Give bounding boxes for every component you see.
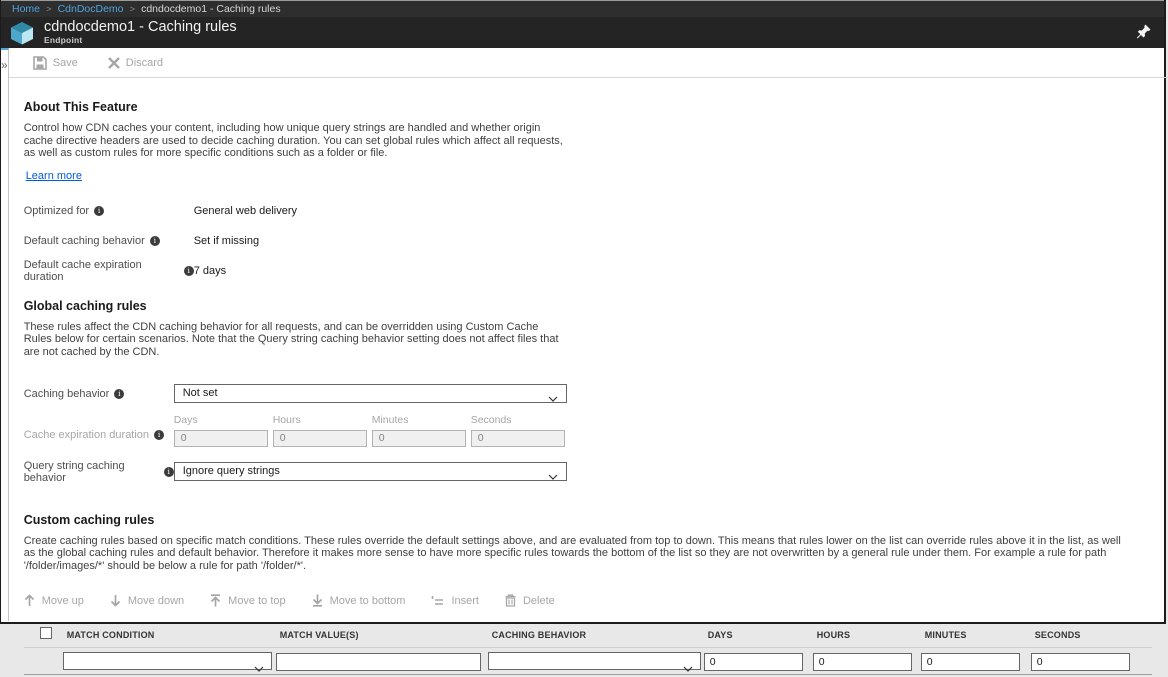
- command-bar: [9, 48, 1168, 78]
- default-cache-expiration-value: 7 days: [193, 264, 227, 277]
- default-cache-expiration-label: Default cache expiration duration: [23, 258, 142, 283]
- info-icon[interactable]: [184, 266, 194, 276]
- arrow-to-top-icon: [210, 594, 221, 607]
- about-description: Control how CDN caches your content, including how unique query strings are handled and whether origin cache directive headers are used to decide caching duration. You can set global rules which affect all requests, as well as custom rules for more specific conditions such as a folder or file.: [23, 122, 563, 159]
- save-icon: [33, 56, 47, 70]
- cache-expiration-duration-group: [174, 415, 570, 447]
- row-seconds-input[interactable]: [1031, 653, 1130, 671]
- cache-expiration-label: Cache expiration duration: [23, 429, 150, 441]
- col-header-match-condition: MATCH CONDITION: [66, 630, 155, 640]
- col-header-caching-behavior: CACHING BEHAVIOR: [491, 630, 587, 640]
- move-down-label: Move down: [127, 594, 185, 607]
- caching-behavior-selected-value: Not set: [182, 387, 218, 399]
- col-header-seconds: SECONDS: [1034, 630, 1081, 640]
- discard-label: Discard: [125, 56, 164, 69]
- pin-icon[interactable]: [1136, 23, 1152, 44]
- default-cache-expiration-row: [23, 258, 1152, 283]
- hours-field-group: [273, 415, 367, 447]
- info-icon[interactable]: [164, 467, 174, 477]
- query-string-label: Query string caching behavior: [23, 459, 125, 484]
- page-subtitle: Endpoint: [44, 35, 83, 45]
- delete-label: Delete: [522, 594, 555, 607]
- col-header-hours: HOURS: [816, 630, 851, 640]
- days-input: [174, 430, 268, 447]
- default-caching-behavior-value: Set if missing: [193, 234, 260, 247]
- cache-expiration-label-group: [24, 429, 174, 441]
- optimized-for-row: [24, 205, 1152, 217]
- breadcrumb: [1, 0, 1164, 17]
- seconds-label: Seconds: [470, 414, 512, 426]
- caching-behavior-label-group: [24, 388, 174, 400]
- collapsed-menu-strip: [1, 48, 9, 621]
- page-title: cdndocdemo1 - Caching rules: [44, 19, 237, 35]
- discard-x-icon: [108, 57, 120, 69]
- default-caching-behavior-label: Default caching behavior: [23, 234, 145, 247]
- info-icon[interactable]: [114, 389, 124, 399]
- col-header-match-values: MATCH VALUE(S): [279, 630, 359, 640]
- insert-label: Insert: [451, 594, 479, 607]
- optimized-for-label: Optimized for: [23, 204, 90, 217]
- query-string-selected-value: Ignore query strings: [182, 465, 280, 477]
- optimized-for-label-group: [24, 205, 194, 217]
- custom-rules-heading: Custom caching rules: [23, 512, 155, 527]
- row-match-values-input[interactable]: [276, 653, 481, 671]
- default-caching-behavior-label-group: [24, 235, 194, 247]
- breadcrumb-home-link[interactable]: Home: [12, 3, 41, 15]
- global-rules-heading: Global caching rules: [23, 298, 147, 313]
- breadcrumb-current: cdndocdemo1 - Caching rules: [141, 3, 281, 15]
- query-string-select[interactable]: [174, 462, 567, 481]
- about-heading: About This Feature: [23, 100, 138, 114]
- cache-expiration-row: [24, 415, 1152, 447]
- caching-behavior-label: Caching behavior: [23, 387, 110, 400]
- custom-rules-toolbar: [24, 594, 1152, 607]
- chevron-down-icon: [548, 469, 558, 486]
- move-down-button[interactable]: [110, 594, 184, 607]
- move-up-label: Move up: [41, 594, 84, 607]
- blade-content: [9, 48, 1168, 640]
- discard-button[interactable]: [108, 57, 163, 69]
- caching-behavior-select[interactable]: [174, 384, 567, 403]
- query-string-row: [24, 460, 1152, 484]
- info-icon[interactable]: [94, 206, 104, 216]
- custom-rules-table-header: [24, 623, 1152, 647]
- arrow-to-bottom-icon: [312, 594, 323, 607]
- breadcrumb-cdndocdemo-link[interactable]: CdnDocDemo: [57, 3, 124, 15]
- expand-menu-icon[interactable]: »: [1, 58, 8, 72]
- row-days-input[interactable]: [704, 653, 803, 671]
- save-button[interactable]: [33, 56, 78, 70]
- chevron-down-icon: [548, 391, 558, 408]
- move-to-top-button[interactable]: [210, 594, 285, 607]
- col-header-days: DAYS: [707, 630, 733, 640]
- move-to-bottom-label: Move to bottom: [329, 594, 406, 607]
- info-icon[interactable]: [154, 430, 164, 440]
- chevron-down-icon: [683, 659, 693, 677]
- hours-label: Hours: [272, 414, 301, 426]
- query-string-label-group: [24, 460, 174, 484]
- arrow-up-icon: [24, 594, 35, 607]
- global-rules-description: These rules affect the CDN caching behavior for all requests, and can be overridden using Custom Cache Rules below for certain scenarios. Note that the Query string caching behavior setting does not affect files that are not cached by the CDN.: [23, 320, 559, 358]
- endpoint-cube-icon: [9, 20, 35, 46]
- default-cache-expiration-label-group: [24, 259, 194, 283]
- hours-input: [273, 430, 367, 447]
- move-to-top-label: Move to top: [228, 594, 286, 607]
- days-label: Days: [173, 414, 198, 426]
- days-field-group: [174, 415, 268, 447]
- row-match-condition-select[interactable]: [63, 652, 272, 670]
- chevron-down-icon: [254, 659, 264, 677]
- caching-behavior-row: [24, 384, 1152, 403]
- insert-row-icon: [431, 595, 444, 607]
- table-row: [24, 647, 1152, 675]
- trash-icon: [505, 594, 516, 607]
- blade-header: [1, 17, 1164, 48]
- select-all-checkbox[interactable]: [40, 627, 52, 639]
- seconds-input: [471, 430, 565, 447]
- info-icon[interactable]: [150, 236, 160, 246]
- seconds-field-group: [471, 415, 565, 447]
- minutes-input: [372, 430, 466, 447]
- col-header-minutes: MINUTES: [924, 630, 967, 640]
- move-up-button[interactable]: [24, 594, 84, 607]
- arrow-down-icon: [110, 594, 121, 607]
- optimized-for-value: General web delivery: [193, 204, 298, 217]
- default-caching-behavior-row: [24, 235, 1152, 247]
- save-label: Save: [52, 56, 78, 69]
- minutes-field-group: [372, 415, 466, 447]
- row-minutes-input[interactable]: [921, 653, 1020, 671]
- insert-button[interactable]: [431, 595, 479, 607]
- minutes-label: Minutes: [371, 414, 409, 426]
- row-caching-behavior-select[interactable]: [488, 652, 701, 670]
- custom-rules-table: [24, 623, 1152, 675]
- move-to-bottom-button[interactable]: [312, 594, 406, 607]
- chevron-right-icon: >: [129, 3, 136, 15]
- custom-rules-description: Create caching rules based on specific match conditions. These rules override the default settings above, and are evaluated from top to down. This means that rules lower on the list can override rules above it in the list, as well as the global caching rules and default behavior. Therefore it makes more sense to have more specific rules towards the bottom of the list so they are not overwritten by a general rule under them. For example a rule for path '/folder/images/*' should be below a rule for path '/folder/*'.: [23, 534, 1121, 572]
- row-hours-input[interactable]: [813, 653, 912, 671]
- delete-button[interactable]: [505, 594, 555, 607]
- learn-more-link[interactable]: Learn more: [25, 169, 82, 182]
- chevron-right-icon: >: [46, 3, 52, 15]
